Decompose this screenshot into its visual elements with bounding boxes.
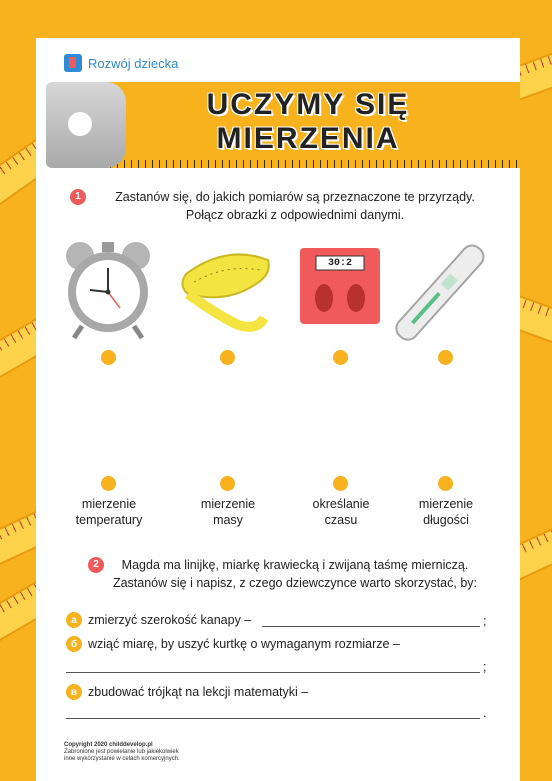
match-dot-bottom-1[interactable] [101,476,116,491]
match-dot-bottom-3[interactable] [333,476,348,491]
question-b [66,636,400,652]
question-c-text: zbudować trójkąt na lekcji matematyki – [88,685,309,699]
answer-line-b[interactable] [66,672,480,673]
task-2-text-line2: Zastanów się i napisz, z czego dziewczynce warto skorzystać, by: [112,576,478,590]
task-2-number: 2 [88,557,104,573]
question-b-text: wziąć miarę, by uszyć kurtkę o wymaganym rozmiarze – [88,637,400,651]
brand-name: Rozwój dziecka [88,55,179,71]
answer-line-a[interactable] [262,626,480,627]
match-dot-bottom-2[interactable] [220,476,235,491]
worksheet [36,38,520,781]
task-1-text-line2: Połącz obrazki z odpowiednimi danymi. [185,208,405,222]
label-length: mierzenie długości [418,497,474,527]
answer-line-c[interactable] [66,718,480,719]
label-mass: mierzenie masy [200,497,256,527]
match-dot-bottom-4[interactable] [438,476,453,491]
question-b-badge: б [66,636,82,652]
answer-c-end: . [483,706,487,720]
measuring-tape-icon[interactable] [176,234,268,344]
question-a-text: zmierzyć szerokość kanapy – [88,613,252,627]
answer-b-end: ; [483,660,487,674]
label-time: określanie czasu [312,497,370,527]
label-temperature: mierzenie temperatury [75,497,143,527]
bathroom-scale-icon[interactable] [298,234,390,344]
task-2-instructions [70,556,500,592]
match-dot-top-3[interactable] [333,350,348,365]
page-title [96,88,520,156]
match-dot-top-4[interactable] [438,350,453,365]
page-title-line2: MIERZENIA [216,122,400,155]
question-c-badge: в [66,684,82,700]
question-a-badge: a [66,612,82,628]
task-1-text-line1: Zastanów się, do jakich pomiarów są przeznaczone te przyrządy. [115,190,475,204]
copyright-notice: Copyright 2020 childdevelop.pl Zabronione jest powielanie lub jakiekolwiek inne wykorzystanie w celach komercyjnych. [64,742,180,762]
match-dot-top-1[interactable] [101,350,116,365]
task-2-text-line1: Magda ma linijkę, miarkę krawiecką i zwijaną taśmę mierniczą. [121,558,469,572]
thermometer-icon[interactable] [390,234,482,344]
scale-display-value: 30:2 [327,258,352,269]
alarm-clock-icon[interactable] [62,234,154,344]
task-1-instructions [70,188,500,224]
question-a [66,612,251,628]
brand-logo [64,54,178,72]
page-title-line1: UCZYMY SIĘ [206,88,410,121]
question-c [66,684,308,700]
task-1-number: 1 [70,189,86,205]
answer-a-end: ; [483,614,487,628]
brand-logo-icon [64,54,82,72]
match-dot-top-2[interactable] [220,350,235,365]
